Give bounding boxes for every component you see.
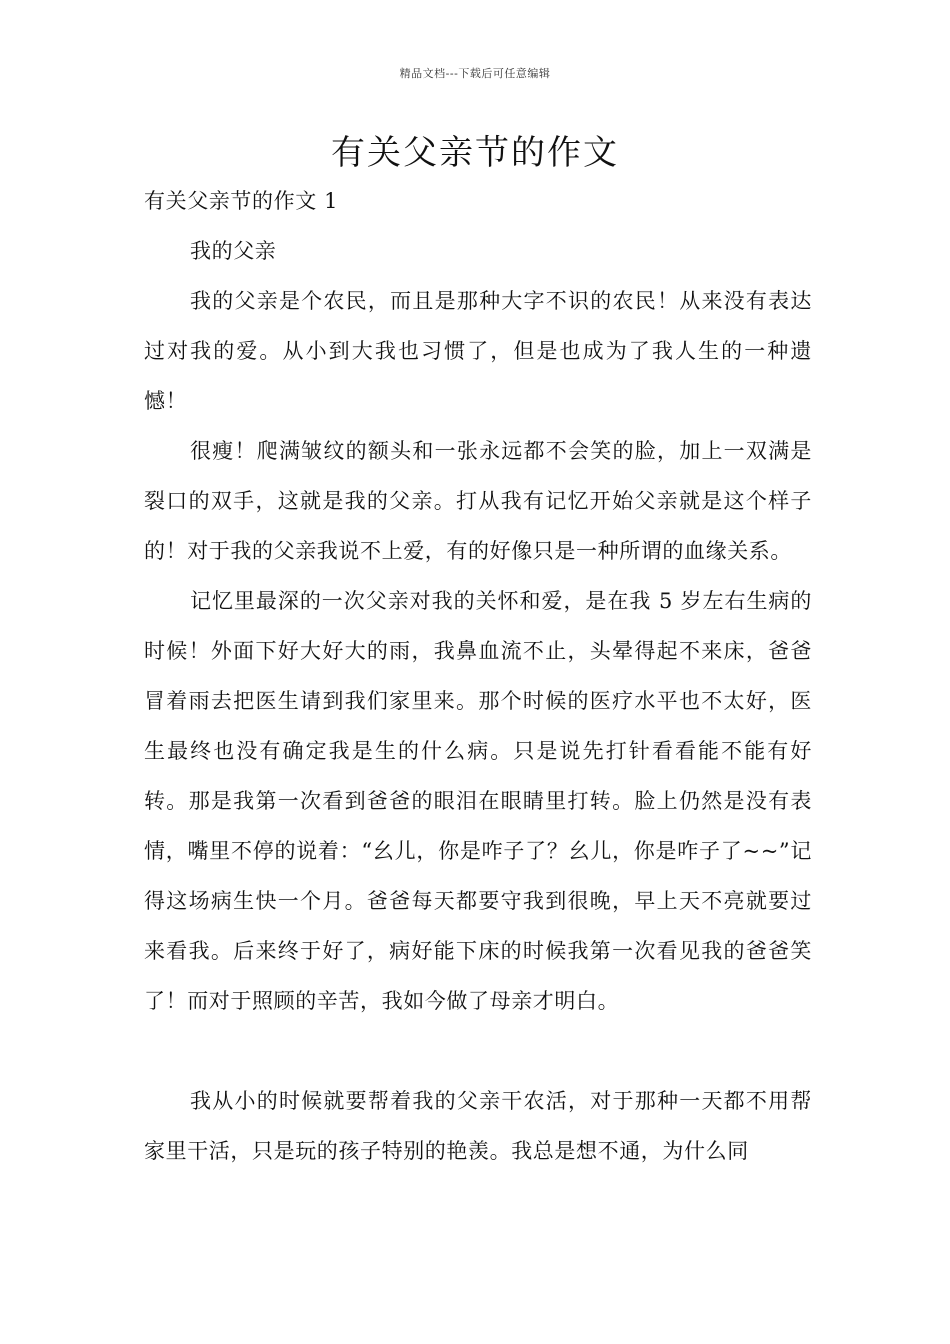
paragraph: 我的父亲是个农民，而且是那种大字不识的农民！从来没有表达过对我的爱。从小到大我也习惯了，但是也成为了我人生的一种遗憾！: [144, 289, 812, 413]
paragraph-heading: 我的父亲: [190, 239, 277, 263]
document-body: [144, 176, 812, 1176]
header-note: 精品文档---下载后可任意编辑: [399, 67, 551, 80]
paragraph: 很瘦！爬满皱纹的额头和一张永远都不会笑的脸，加上一双满是裂口的双手，这就是我的父亲。打从我有记忆开始父亲就是这个样子的！对于我的父亲我说不上爱，有的好像只是一种所谓的血缘关系。: [144, 439, 812, 563]
paragraph: 记忆里最深的一次父亲对我的关怀和爱，是在我 5 岁左右生病的时候！外面下好大好大的雨，我鼻血流不止，头晕得起不来床，爸爸冒着雨去把医生请到我们家里来。那个时候的医疗水平也不太好，医生最终也没有确定我是生的什么病。只是说先打针看看能不能有好转。那是我第一次看到爸爸的眼泪在眼睛里打转。脸上仍然是没有表情，嘴里不停的说着：“幺儿，你是咋子了？幺儿，你是咋子了~~”记得这场病生快一个月。爸爸每天都要守我到很晚，早上天不亮就要过来看我。后来终于好了，病好能下床的时候我第一次看见我的爸爸笑了！而对于照顾的辛苦，我如今做了母亲才明白。: [144, 589, 812, 1013]
essay-subtitle: 有关父亲节的作文 1: [144, 189, 339, 213]
document-title: 有关父亲节的作文: [331, 133, 619, 173]
paragraph: 我从小的时候就要帮着我的父亲干农活，对于那种一天都不用帮家里干活，只是玩的孩子特别的艳羡。我总是想不通，为什么同: [144, 1089, 812, 1163]
paragraph-gap: [144, 1026, 812, 1076]
